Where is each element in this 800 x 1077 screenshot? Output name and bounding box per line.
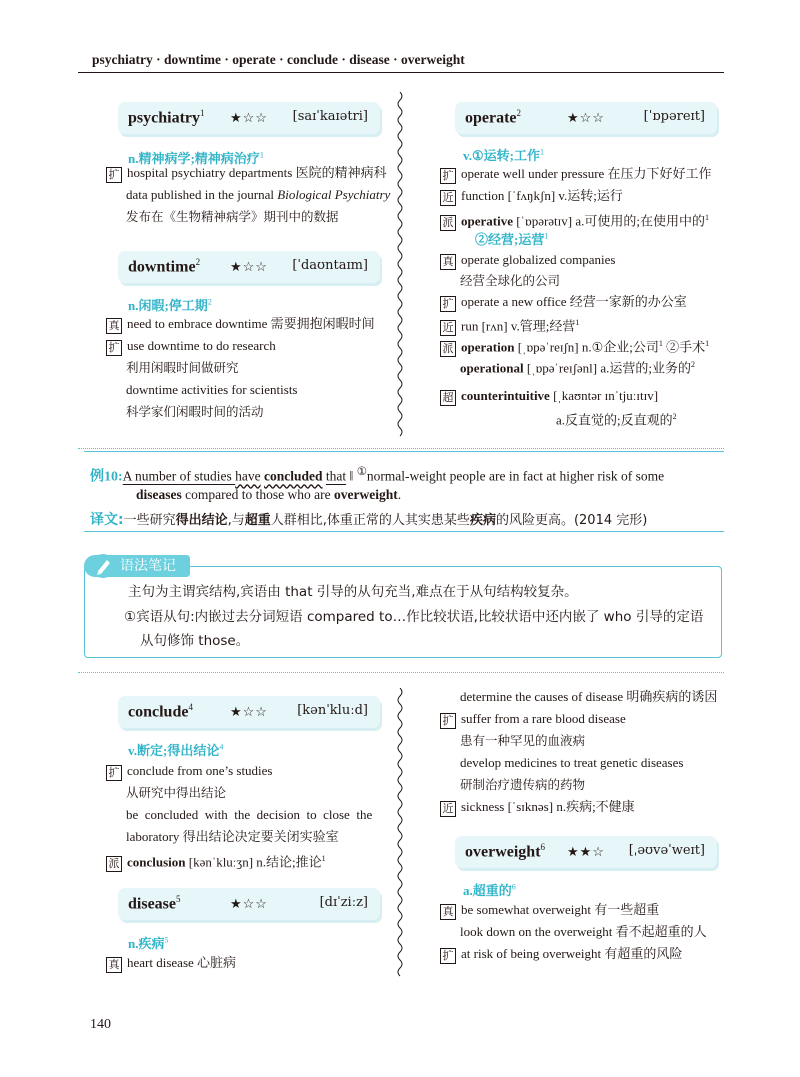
star-rating: ★★☆: [567, 844, 605, 859]
tag-jin: 近: [440, 320, 456, 336]
star-rating: ★☆☆: [230, 259, 268, 274]
tag-zhen: 真: [440, 254, 456, 270]
list-item: develop medicines to treat genetic diseases: [460, 755, 684, 770]
tag-zhen: 真: [440, 904, 456, 920]
list-item: 扩 at risk of being overweight 有超重的风险: [440, 943, 682, 964]
phonetic: [dɪˈziːz]: [319, 895, 368, 910]
list-item: data published in the journal Biological Psychiatry: [126, 187, 391, 202]
wave-divider: [395, 92, 405, 440]
list-item: 超 counterintuitive [ˌkaʊntər ɪnˈtjuːɪtɪv]: [440, 385, 658, 406]
list-item: 扩 operate well under pressure 在压力下好好工作: [440, 163, 712, 184]
entry-conclude: [118, 696, 380, 728]
headword: psychiatry$^1$: [128, 108, 205, 127]
part-of-speech: n.疾病$^5$: [128, 935, 169, 951]
section-divider: [78, 672, 724, 673]
list-item: 真 operate globalized companies: [440, 249, 616, 270]
list-item: 派 operation [ˌɒpəˈreɪʃn] n.①企业;公司$^1$ ②手术$^1$: [440, 333, 709, 357]
page-number: 140: [90, 1017, 111, 1032]
tag-kuo: 扩: [440, 168, 456, 184]
star-rating: ★☆☆: [230, 704, 268, 719]
list-item: 扩 operate a new office 经营一家新的办公室: [440, 291, 687, 312]
star-rating: ★☆☆: [230, 896, 268, 911]
headword: disease$^5$: [128, 894, 181, 913]
tag-kuo: 扩: [106, 765, 122, 781]
entry-operate: [455, 102, 717, 134]
grammar-title: 语法笔记: [84, 555, 190, 581]
part-of-speech: ②经营;运营$^1$: [475, 231, 549, 247]
tag-pai: 派: [440, 215, 456, 231]
tag-kuo: 扩: [440, 296, 456, 312]
list-item: be concluded with the decision to close the: [126, 807, 373, 822]
entry-overweight: [455, 836, 717, 868]
entry-downtime: [118, 251, 380, 283]
phonetic: [saɪˈkaɪətri]: [292, 109, 368, 124]
tag-jin: 近: [440, 801, 456, 817]
example-frame-bottom: [84, 531, 724, 532]
list-item: look down on the overweight 看不起超重的人: [460, 924, 707, 939]
list-item: operational [ˌɒpəˈreɪʃənl] a.运营的;业务的$^2$: [460, 360, 696, 376]
list-item: 经营全球化的公司: [460, 273, 561, 288]
star-rating: ★☆☆: [230, 110, 268, 125]
part-of-speech: n.精神病学;精神病治疗$^1$: [128, 150, 264, 166]
pencil-icon: [90, 553, 116, 579]
wave-divider: [395, 688, 405, 978]
grammar-line-1: 主句为主谓宾结构,宾语由 that 引导的从句充当,难点在于从句结构较复杂。: [128, 584, 578, 600]
header-rule: [78, 72, 724, 73]
list-item: 派 conclusion [kənˈkluːʒn] n.结论;推论$^1$: [106, 848, 326, 872]
tag-kuo: 扩: [106, 167, 122, 183]
list-item: 研制治疗遗传病的药物: [460, 777, 586, 792]
tag-kuo: 扩: [440, 948, 456, 964]
section-divider: [78, 448, 724, 449]
list-item: 患有一种罕见的血液病: [460, 733, 586, 748]
part-of-speech: n.闲暇;停工期$^2$: [128, 297, 212, 313]
headword: downtime$^2$: [128, 257, 201, 276]
example-line-1: 例10:A number of studies have concluded that ‖ ①normal-weight people are in fact at higher risk of some: [90, 466, 665, 485]
headword: conclude$^4$: [128, 702, 193, 721]
grammar-line-2: ①宾语从句:内嵌过去分词短语 compared to…作比较状语,比较状语中还内嵌了 who 引导的定语: [124, 609, 704, 625]
entry-disease: [118, 888, 380, 920]
example-line-2: diseases compared to those who are overweight.: [136, 487, 402, 502]
translation-line: 译文:一些研究得出结论,与超重人群相比,体重正常的人其实患某些疾病的风险更高。(2014 完形): [90, 512, 648, 528]
headword: operate$^2$: [465, 108, 522, 127]
page-header: psychiatry · downtime · operate · conclude · disease · overweight: [92, 52, 465, 67]
list-item: 近 sickness [ˈsɪknəs] n.疾病;不健康: [440, 796, 635, 817]
star-rating: ★☆☆: [567, 110, 605, 125]
list-item: 真 be somewhat overweight 有一些超重: [440, 899, 659, 920]
list-item: downtime activities for scientists: [126, 382, 298, 397]
tag-pai: 派: [106, 856, 122, 872]
list-item: 真 heart disease 心脏病: [106, 952, 236, 973]
part-of-speech: a.超重的$^6$: [463, 882, 516, 898]
phonetic: [kənˈkluːd]: [297, 703, 368, 718]
tag-zhen: 真: [106, 318, 122, 334]
example-label: 例10:: [90, 469, 123, 485]
tag-pai: 派: [440, 341, 456, 357]
headword: overweight$^6$: [465, 842, 546, 861]
list-item: 扩 hospital psychiatry departments 医院的精神病科: [106, 162, 387, 183]
part-of-speech: v.断定;得出结论$^4$: [128, 742, 224, 758]
list-item: 扩 use downtime to do research: [106, 335, 276, 356]
phonetic: [ˌəʊvəˈweɪt]: [628, 843, 705, 858]
tag-kuo: 扩: [440, 713, 456, 729]
phonetic: [ˈdaʊntaɪm]: [292, 258, 368, 273]
list-item: 科学家们闲暇时间的活动: [126, 404, 264, 419]
list-item: 从研究中得出结论: [126, 785, 227, 800]
list-item: a.反直觉的;反直观的$^2$: [556, 412, 677, 428]
list-item: 近 run [rʌn] v.管理;经营$^1$: [440, 312, 579, 336]
list-item: 派 operative [ˈɒpərətɪv] a.可使用的;在使用中的$^1$: [440, 207, 709, 231]
list-item: 扩 conclude from one’s studies: [106, 760, 273, 781]
translation-label: 译文:: [90, 512, 124, 528]
tag-chao: 超: [440, 390, 456, 406]
list-item: determine the causes of disease 明确疾病的诱因: [460, 689, 718, 704]
phonetic: [ˈɒpəreɪt]: [643, 109, 705, 124]
list-item: 利用闲暇时间做研究: [126, 360, 239, 375]
entry-psychiatry: [118, 102, 380, 134]
list-item: 近 function [ˈfʌŋkʃn] v.运转;运行: [440, 185, 623, 206]
list-item: 扩 suffer from a rare blood disease: [440, 708, 626, 729]
tag-kuo: 扩: [106, 340, 122, 356]
grammar-line-3: 从句修饰 those。: [140, 633, 250, 649]
tag-zhen: 真: [106, 957, 122, 973]
list-item: 真 need to embrace downtime 需要拥抱闲暇时间: [106, 313, 375, 334]
list-item: laboratory 得出结论决定要关闭实验室: [126, 829, 339, 844]
part-of-speech: v.①运转;工作$^1$: [463, 147, 545, 163]
list-item: 发布在《生物精神病学》期刊中的数据: [126, 209, 339, 224]
tag-jin: 近: [440, 190, 456, 206]
